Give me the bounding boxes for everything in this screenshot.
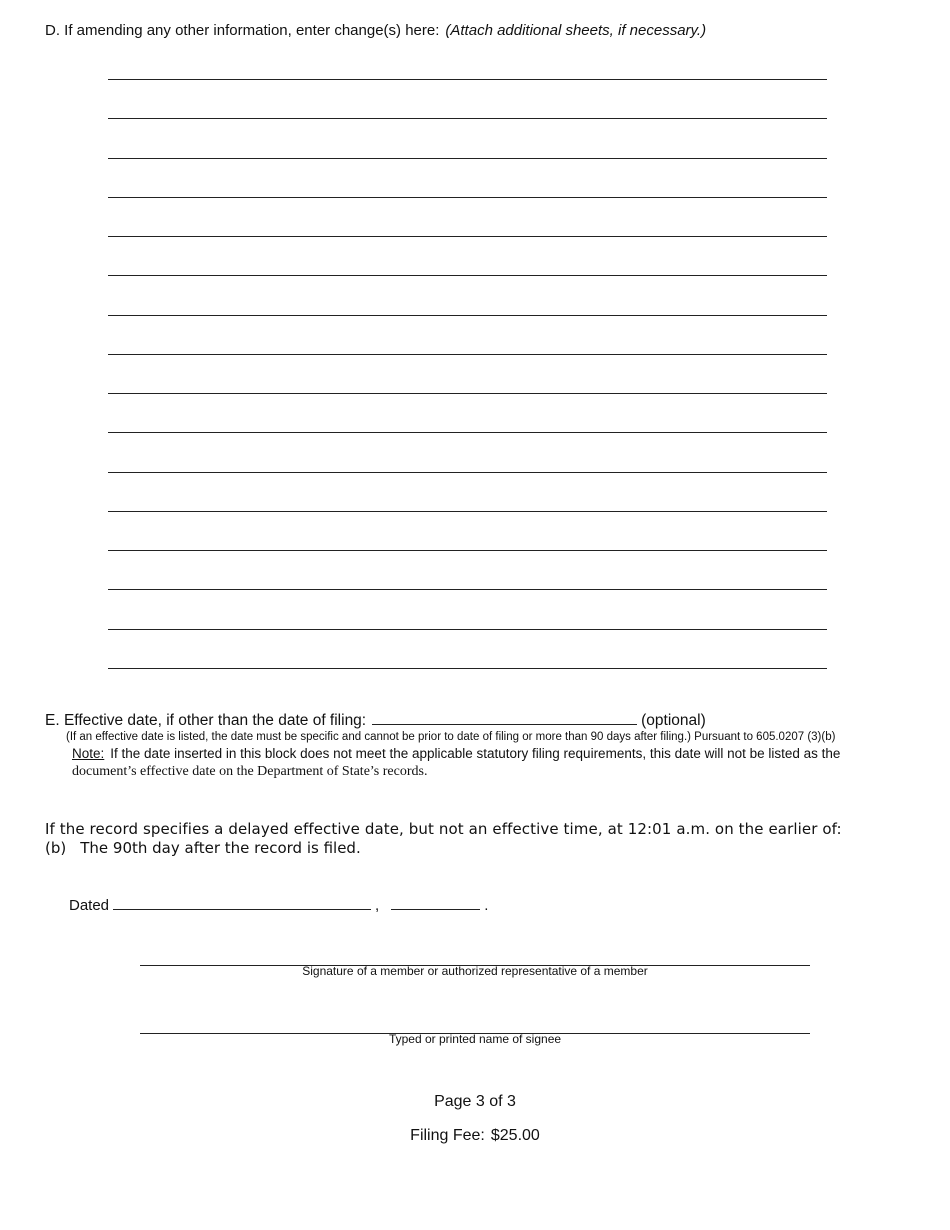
effective-date-field[interactable] bbox=[372, 710, 637, 725]
amendment-line[interactable] bbox=[108, 197, 827, 198]
filing-fee bbox=[0, 1127, 950, 1145]
item-b-label: (b) bbox=[45, 839, 67, 857]
delayed-item-b bbox=[45, 839, 361, 857]
section-e-subnote: (If an effective date is listed, the date must be specific and cannot be prior to date of filing or more than 90 days after filing.) Pursuant to 605.0207 (3)(b) bbox=[66, 731, 836, 743]
amendment-line[interactable] bbox=[108, 511, 827, 512]
amendment-line[interactable] bbox=[108, 236, 827, 237]
dated-row bbox=[69, 896, 488, 914]
amendment-line[interactable] bbox=[108, 158, 827, 159]
amendment-line[interactable] bbox=[108, 79, 827, 80]
note-label: Note: bbox=[72, 746, 105, 761]
optional-label: (optional) bbox=[641, 712, 706, 729]
note-text-1: If the date inserted in this block does not meet the applicable statutory filing requirements, this date will not be listed as the bbox=[110, 746, 841, 761]
amendment-line[interactable] bbox=[108, 118, 827, 119]
item-b-text: The 90th day after the record is filed. bbox=[80, 839, 361, 857]
section-e-note bbox=[72, 746, 840, 761]
dated-year-field[interactable] bbox=[391, 896, 480, 910]
amendment-line[interactable] bbox=[108, 354, 827, 355]
signee-name-caption: Typed or printed name of signee bbox=[388, 1032, 562, 1046]
dated-label: Dated bbox=[69, 897, 110, 914]
amendment-line[interactable] bbox=[108, 668, 827, 669]
filing-fee-label: Filing Fee: bbox=[410, 1127, 485, 1144]
section-d-heading bbox=[45, 22, 706, 39]
section-d-label: D. If amending any other information, enter change(s) here: bbox=[45, 22, 440, 39]
amendment-line[interactable] bbox=[108, 629, 827, 630]
amendment-line[interactable] bbox=[108, 472, 827, 473]
amendment-line[interactable] bbox=[108, 432, 827, 433]
amendment-line[interactable] bbox=[108, 589, 827, 590]
signature-caption: Signature of a member or authorized representative of a member bbox=[302, 964, 648, 978]
delayed-effective-text: If the record specifies a delayed effective date, but not an effective time, at 12:01 a.m. on the earlier of: bbox=[45, 820, 842, 838]
section-e-label: E. Effective date, if other than the date of filing: bbox=[45, 712, 367, 729]
dated-separator: , bbox=[375, 897, 380, 914]
amendment-line[interactable] bbox=[108, 550, 827, 551]
section-d-note: (Attach additional sheets, if necessary.) bbox=[445, 22, 707, 39]
amendment-line[interactable] bbox=[108, 393, 827, 394]
note-text-2: document’s effective date on the Department of State’s records. bbox=[72, 764, 428, 779]
filing-fee-value: $25.00 bbox=[490, 1127, 540, 1144]
amendment-line[interactable] bbox=[108, 315, 827, 316]
dated-month-day-field[interactable] bbox=[113, 896, 371, 910]
amendment-line[interactable] bbox=[108, 275, 827, 276]
section-e-heading bbox=[45, 710, 706, 730]
dated-end: . bbox=[484, 897, 489, 914]
page-number: Page 3 of 3 bbox=[434, 1093, 516, 1110]
